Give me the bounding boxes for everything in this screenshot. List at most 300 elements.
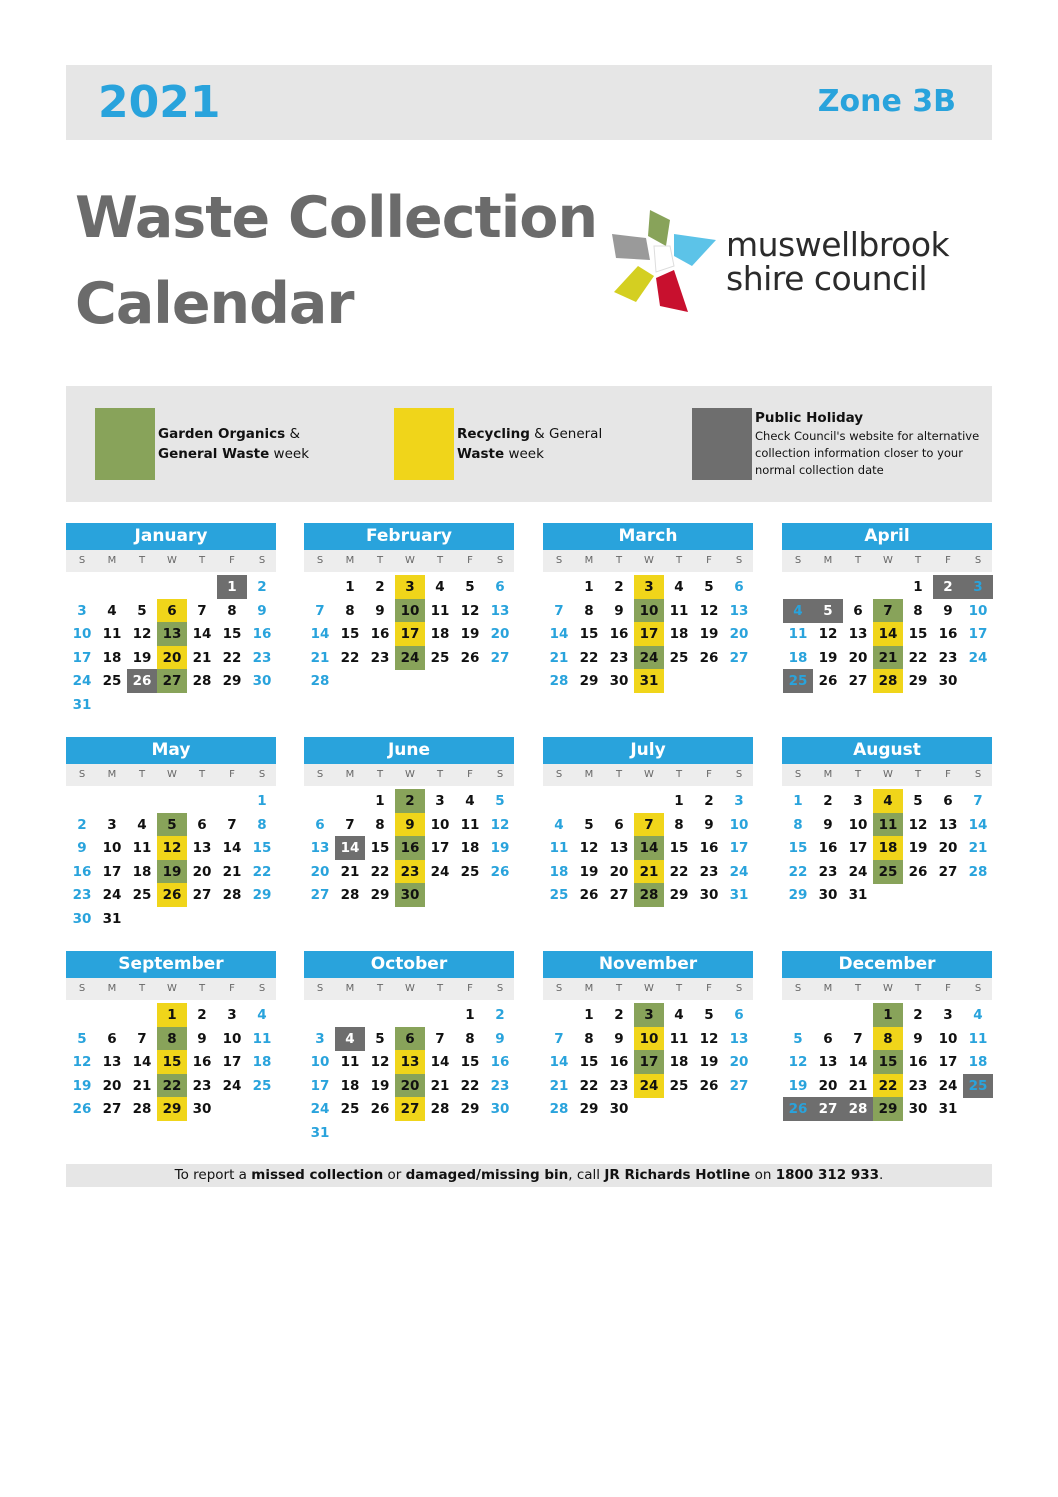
day-cell: 11 [968,1030,988,1047]
day-cell: 25 [963,1074,993,1098]
weekday-label: W [405,983,415,994]
day-cell: 8 [157,1027,187,1051]
day-cell: 8 [465,1030,475,1047]
day-cell: 10 [634,599,664,623]
month-january [66,523,276,714]
day-cell: 20 [192,863,212,880]
day-cell: 21 [549,1077,569,1094]
day-cell: 9 [257,602,267,619]
weekday-label: S [78,983,86,994]
day-cell: 6 [315,816,325,833]
day-cell: 12 [157,836,187,860]
legend: Garden Organics & General Waste week Recycling & General Waste week Public Holiday Check Council's website for alternative collection information closer to your normal collection date [66,386,992,502]
weekday-header [304,550,514,572]
day-cell: 1 [674,793,684,809]
day-cell: 4 [435,579,445,595]
day-cell: 8 [257,816,267,833]
day-cell: 20 [848,649,868,666]
day-cell: 13 [157,622,187,646]
day-cell: 19 [908,840,928,857]
day-cell: 20 [938,840,958,857]
holiday-swatch [692,408,752,480]
weekday-label: S [974,555,982,566]
day-cell: 6 [943,793,953,809]
weekday-label: T [615,555,623,566]
day-cell: 11 [252,1030,272,1047]
zone-label: Zone 3B [817,84,956,119]
day-cell: 25 [783,669,813,693]
day-cell: 10 [222,1030,242,1047]
day-cell: 19 [818,649,838,666]
day-cell: 19 [490,840,510,857]
weekday-label: M [345,555,355,566]
day-cell: 16 [818,840,838,857]
month-march [543,523,753,714]
month-june [304,737,514,928]
weekday-header [543,764,753,786]
day-cell: 29 [460,1101,480,1118]
day-cell: 25 [252,1077,272,1094]
day-cell: 26 [818,673,838,690]
weekday-label: F [467,769,473,780]
weekday-label: F [467,983,473,994]
weekday-label: T [138,555,146,566]
day-cell: 10 [968,602,988,619]
day-cell: 27 [157,669,187,693]
weekday-label: F [945,555,951,566]
day-cell: 14 [848,1054,868,1071]
weekday-label: M [823,769,833,780]
day-cell: 17 [72,649,92,666]
day-cell: 11 [788,626,808,643]
day-cell: 2 [495,1007,505,1023]
weekday-label: T [615,983,623,994]
day-cell: 9 [197,1030,207,1047]
day-cell: 24 [938,1077,958,1094]
day-cell: 27 [729,1077,749,1094]
day-cell: 7 [554,1030,564,1047]
day-cell: 9 [704,816,714,833]
day-cell: 28 [549,1101,569,1118]
title-line-1: Waste Collection [75,185,598,251]
day-cell: 29 [157,1097,187,1121]
month-title: July [543,737,753,764]
weekday-label: T [675,983,683,994]
day-cell: 23 [370,649,390,666]
council-logo [608,206,988,316]
day-cell: 26 [579,887,599,904]
day-cell: 12 [699,602,719,619]
day-cell: 30 [490,1101,510,1118]
weekday-label: W [644,983,654,994]
day-cell: 28 [310,673,330,690]
month-title: June [304,737,514,764]
weekday-header [543,550,753,572]
day-cell: 11 [460,816,480,833]
day-cell: 10 [430,816,450,833]
weekday-label: F [945,983,951,994]
day-cell: 23 [908,1077,928,1094]
day-cell: 7 [634,813,664,837]
weekday-label: S [735,769,743,780]
day-cell: 9 [614,602,624,619]
weekday-label: W [405,555,415,566]
day-cell: 4 [674,579,684,595]
day-cell: 23 [609,649,629,666]
day-cell: 21 [222,863,242,880]
day-cell: 13 [938,816,958,833]
day-cell: 26 [699,1077,719,1094]
day-cell: 5 [495,793,505,809]
day-cell: 14 [222,840,242,857]
day-cell: 11 [340,1054,360,1071]
day-cell: 22 [157,1074,187,1098]
day-cell: 14 [192,626,212,643]
month-title: January [66,523,276,550]
weekday-label: T [854,769,862,780]
month-august [782,737,992,928]
day-cell: 4 [873,789,903,813]
day-cell: 11 [430,602,450,619]
day-cell: 15 [788,840,808,857]
day-cell: 6 [495,579,505,595]
day-cell: 30 [72,911,92,927]
weekday-label: M [584,555,594,566]
day-cell: 6 [734,1007,744,1023]
day-cell: 7 [873,599,903,623]
day-cell: 16 [370,626,390,643]
day-cell: 16 [609,626,629,643]
day-cell: 6 [157,599,187,623]
day-cell: 21 [848,1077,868,1094]
header-bar [66,65,992,140]
weekday-label: S [258,555,266,566]
day-cell: 2 [395,789,425,813]
day-cell: 26 [908,863,928,880]
day-cell: 10 [72,626,92,643]
day-cell: 27 [192,887,212,904]
day-cell: 13 [729,602,749,619]
day-cell: 26 [72,1101,92,1118]
day-cell: 30 [609,673,629,690]
day-cell: 12 [818,626,838,643]
day-cell: 2 [197,1007,207,1023]
day-cell: 28 [340,887,360,904]
day-cell: 13 [729,1030,749,1047]
weekday-label: S [258,769,266,780]
weekday-label: T [376,769,384,780]
day-cell: 1 [913,579,923,595]
weekday-label: F [467,555,473,566]
weekday-label: F [706,769,712,780]
day-cell: 11 [132,840,152,857]
day-cell: 22 [788,863,808,880]
day-cell: 12 [579,840,599,857]
day-cell: 27 [395,1097,425,1121]
day-cell: 15 [669,840,689,857]
weekday-header [304,764,514,786]
day-cell: 15 [252,840,272,857]
day-cell: 28 [843,1097,873,1121]
day-cell: 14 [968,816,988,833]
day-cell: 12 [72,1054,92,1071]
day-cell: 13 [102,1054,122,1071]
weekday-label: S [258,983,266,994]
day-cell: 25 [460,863,480,880]
day-cell: 2 [933,575,963,599]
weekday-label: S [794,769,802,780]
day-cell: 30 [609,1101,629,1118]
day-cell: 26 [699,649,719,666]
day-cell: 10 [395,599,425,623]
weekday-header [66,550,276,572]
day-cell: 8 [375,816,385,833]
weekday-label: F [229,555,235,566]
day-cell: 1 [584,1007,594,1023]
weekday-label: F [229,983,235,994]
day-cell: 4 [674,1007,684,1023]
day-cell: 13 [395,1050,425,1074]
year-label: 2021 [98,77,221,128]
weekday-label: W [167,983,177,994]
day-cell: 25 [669,1077,689,1094]
weekday-label: M [107,983,117,994]
day-cell: 16 [609,1054,629,1071]
weekday-label: T [675,555,683,566]
day-cell: 28 [634,883,664,907]
day-cell: 19 [157,860,187,884]
day-cell: 22 [873,1074,903,1098]
day-cell: 5 [704,1007,714,1023]
day-cell: 22 [579,649,599,666]
day-cell: 10 [938,1030,958,1047]
month-october [304,951,514,1142]
day-cell: 20 [729,626,749,643]
month-title: May [66,737,276,764]
day-cell: 29 [873,1097,903,1121]
day-cell: 25 [430,649,450,666]
weekday-label: S [78,769,86,780]
day-cell: 3 [634,1003,664,1027]
day-cell: 1 [584,579,594,595]
day-cell: 22 [908,649,928,666]
weekday-label: T [675,769,683,780]
day-cell: 13 [310,840,330,857]
day-cell: 14 [430,1054,450,1071]
day-cell: 22 [252,863,272,880]
day-cell: 25 [340,1101,360,1118]
day-cell: 11 [102,626,122,643]
day-cell: 29 [579,1101,599,1118]
day-cell: 26 [783,1097,813,1121]
weekday-label: M [823,983,833,994]
weekday-header [543,978,753,1000]
day-cell: 16 [72,863,92,880]
day-cell: 18 [132,863,152,880]
day-cell: 19 [579,863,599,880]
day-cell: 12 [788,1054,808,1071]
day-cell: 12 [699,1030,719,1047]
day-cell: 4 [257,1007,267,1023]
day-cell: 10 [102,840,122,857]
month-title: October [304,951,514,978]
day-cell: 9 [823,816,833,833]
day-cell: 20 [609,863,629,880]
day-cell: 17 [634,622,664,646]
day-cell: 19 [699,1054,719,1071]
day-cell: 22 [370,863,390,880]
weekday-label: T [138,983,146,994]
day-cell: 2 [823,793,833,809]
day-cell: 27 [310,887,330,904]
day-cell: 31 [848,887,868,904]
day-cell: 15 [340,626,360,643]
weekday-label: T [854,555,862,566]
day-cell: 26 [370,1101,390,1118]
day-cell: 22 [340,649,360,666]
day-cell: 29 [579,673,599,690]
weekday-label: T [198,983,206,994]
day-cell: 5 [913,793,923,809]
day-cell: 27 [609,887,629,904]
day-cell: 22 [222,649,242,666]
day-cell: 8 [584,1030,594,1047]
day-cell: 23 [252,649,272,666]
day-cell: 2 [614,579,624,595]
day-cell: 30 [192,1101,212,1118]
weekday-label: T [376,983,384,994]
day-cell: 16 [490,1054,510,1071]
day-cell: 9 [913,1030,923,1047]
day-cell: 14 [873,622,903,646]
weekday-label: W [167,555,177,566]
day-cell: 27 [102,1101,122,1118]
day-cell: 19 [72,1077,92,1094]
day-cell: 27 [938,863,958,880]
weekday-label: T [198,769,206,780]
day-cell: 7 [853,1030,863,1047]
day-cell: 14 [132,1054,152,1071]
day-cell: 29 [908,673,928,690]
day-cell: 24 [968,649,988,666]
weekday-label: W [644,555,654,566]
weekday-label: S [794,983,802,994]
recycling-swatch [394,408,454,480]
day-cell: 27 [813,1097,843,1121]
weekday-label: T [376,555,384,566]
day-cell: 16 [252,626,272,643]
month-september [66,951,276,1142]
day-cell: 30 [252,673,272,690]
day-cell: 10 [634,1027,664,1051]
weekday-label: F [706,555,712,566]
day-cell: 26 [157,883,187,907]
day-cell: 7 [227,816,237,833]
day-cell: 15 [873,1050,903,1074]
day-cell: 18 [102,649,122,666]
weekday-label: M [345,983,355,994]
day-cell: 24 [72,673,92,690]
day-cell: 29 [669,887,689,904]
day-cell: 1 [873,1003,903,1027]
weekday-header [66,978,276,1000]
day-cell: 6 [853,602,863,619]
day-cell: 24 [848,863,868,880]
weekday-label: T [436,769,444,780]
day-cell: 13 [609,840,629,857]
day-cell: 16 [908,1054,928,1071]
day-cell: 15 [579,1054,599,1071]
day-cell: 6 [395,1027,425,1051]
day-cell: 15 [579,626,599,643]
day-cell: 7 [973,793,983,809]
month-title: February [304,523,514,550]
day-cell: 12 [908,816,928,833]
month-april [782,523,992,714]
day-cell: 25 [549,887,569,904]
day-cell: 13 [192,840,212,857]
day-cell: 15 [460,1054,480,1071]
day-cell: 20 [490,626,510,643]
day-cell: 26 [460,649,480,666]
day-cell: 28 [132,1101,152,1118]
day-cell: 19 [132,649,152,666]
weekday-label: S [316,983,324,994]
weekday-label: S [974,983,982,994]
month-february [304,523,514,714]
day-cell: 24 [634,646,664,670]
day-cell: 11 [549,840,569,857]
day-cell: 30 [699,887,719,904]
day-cell: 7 [435,1030,445,1047]
day-cell: 5 [137,602,147,619]
day-cell: 17 [310,1077,330,1094]
day-cell: 8 [584,602,594,619]
day-cell: 6 [197,816,207,833]
weekday-label: W [167,769,177,780]
day-cell: 23 [818,863,838,880]
day-cell: 20 [818,1077,838,1094]
day-cell: 28 [968,863,988,880]
day-cell: 7 [554,602,564,619]
day-cell: 16 [938,626,958,643]
weekday-label: T [854,983,862,994]
day-cell: 5 [793,1030,803,1047]
day-cell: 14 [549,1054,569,1071]
day-cell: 19 [370,1077,390,1094]
day-cell: 18 [252,1054,272,1071]
day-cell: 3 [435,793,445,809]
day-cell: 13 [490,602,510,619]
day-cell: 18 [460,840,480,857]
weekday-label: T [914,983,922,994]
weekday-label: T [914,555,922,566]
weekday-label: W [644,769,654,780]
day-cell: 16 [395,836,425,860]
day-cell: 7 [137,1030,147,1047]
day-cell: 3 [107,816,117,833]
council-name-line-2: shire council [726,259,928,298]
weekday-label: W [405,769,415,780]
day-cell: 17 [102,863,122,880]
day-cell: 24 [430,863,450,880]
weekday-label: W [883,555,893,566]
weekday-label: T [914,769,922,780]
day-cell: 15 [222,626,242,643]
day-cell: 24 [395,646,425,670]
day-cell: 28 [873,669,903,693]
weekday-label: S [496,983,504,994]
